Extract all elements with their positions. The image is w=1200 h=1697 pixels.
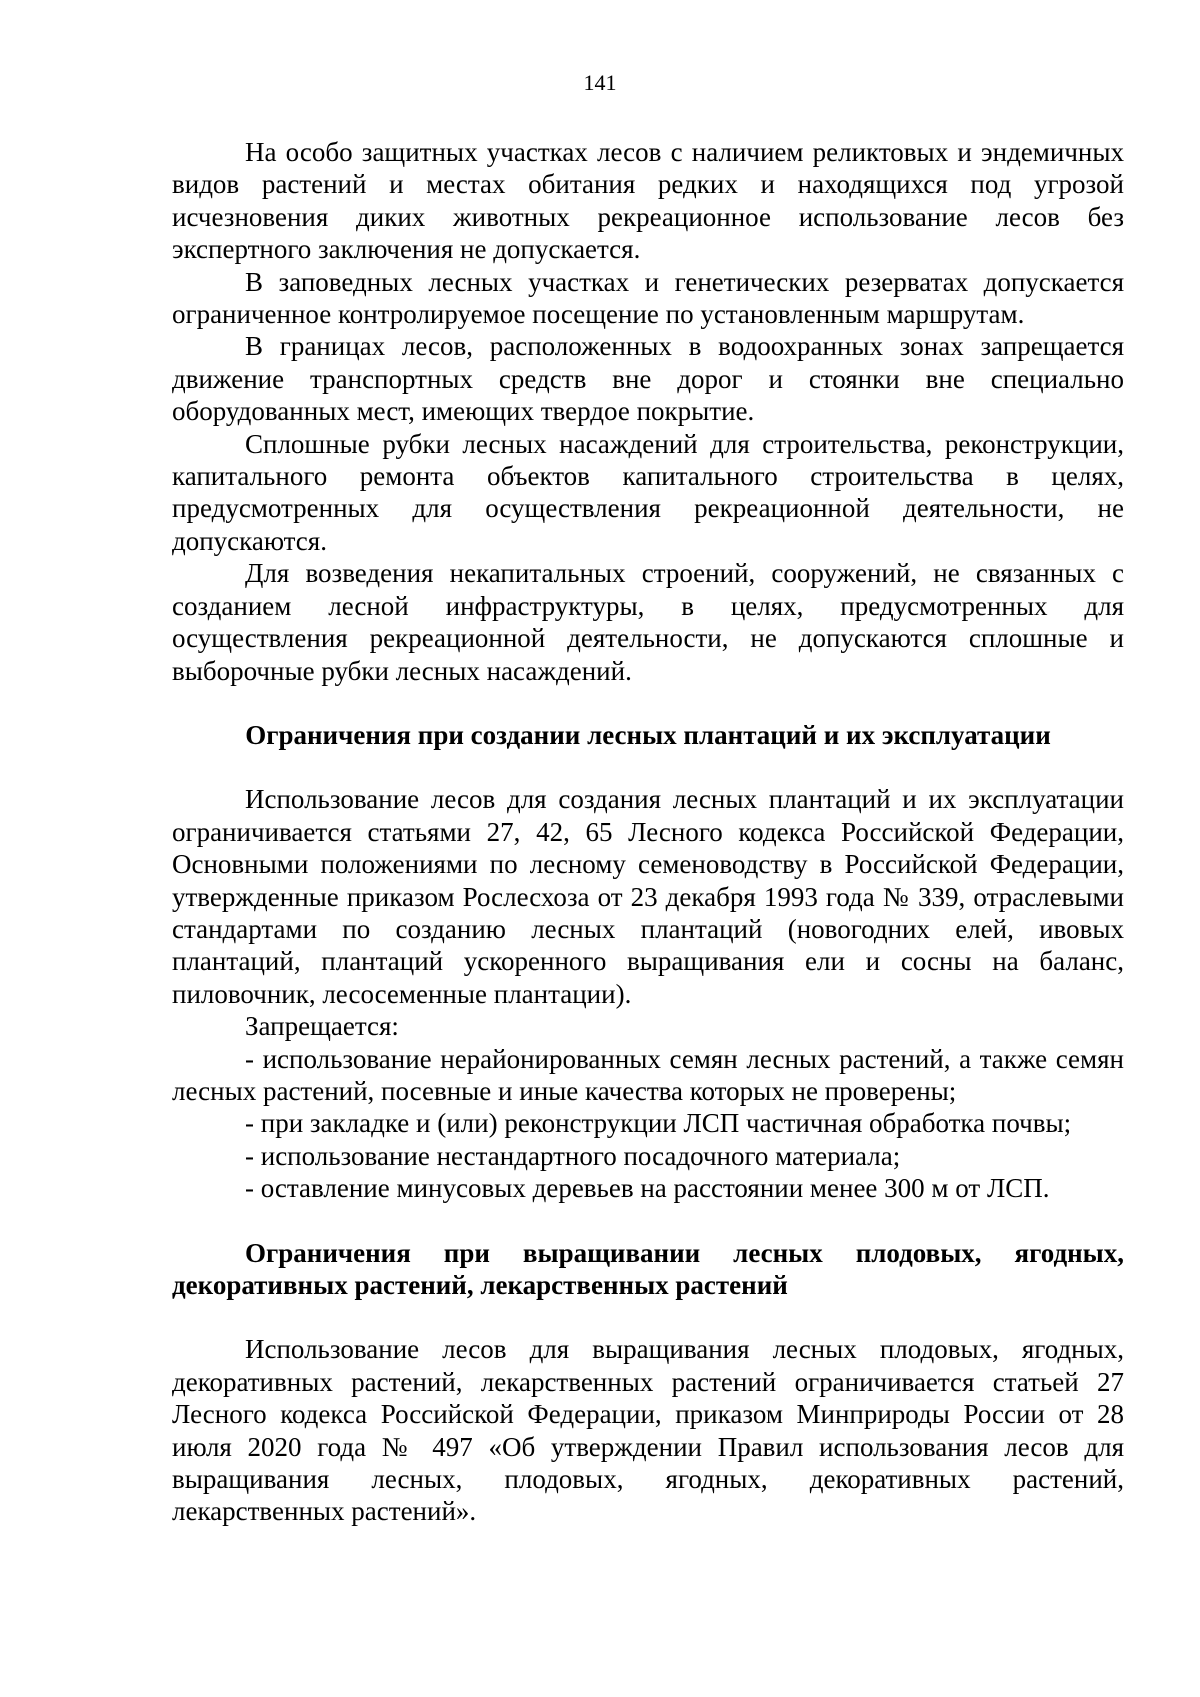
list-item: - оставление минусовых деревьев на расстоянии менее 300 м от ЛСП. (245, 1173, 1050, 1204)
paragraph-relict-species: На особо защитных участках лесов с наличием реликтовых и эндемичных видов растений и местах обитания редких и находящихся под угрозой исчезновения диких животных рекреационное использование лесов без экспертного заключения не допускается. (172, 137, 1124, 265)
paragraph-clear-cutting: Сплошные рубки лесных насаждений для строительства, реконструкции, капитального ремонта объектов капитального строительства в целях, предусмотренных для осуществления рекреационной деятельности, не допускаются. (172, 428, 1124, 556)
list-item: - при закладке и (или) реконструкции ЛСП частичная обработка почвы; (245, 1108, 1072, 1139)
list-item: - использование нерайонированных семян лесных растений, а также семян лесных растений, посевные и иные качества которых не проверены; (172, 1043, 1124, 1106)
document-body (172, 136, 1124, 1528)
section-heading-fruit-plants: Ограничения при выращивании лесных плодовых, ягодных, декоративных растений, лекарственных растений (172, 1237, 1124, 1300)
paragraph-non-capital-structures: Для возведения некапитальных строений, сооружений, не связанных с созданием лесной инфраструктуры, в целях, предусмотренных для осуществления рекреационной деятельности, не допускаются сплошные и выборочные рубки лесных насаждений. (172, 558, 1124, 686)
paragraph-fruit-plants: Использование лесов для выращивания лесных плодовых, ягодных, декоративных растений, лекарственных растений ограничивается статьей 27 Лесного кодекса Российской Федерации, приказом Минприроды России от 28 июля 2020 года № 497 «Об утверждении Правил использования лесов для выращивания лесных, плодовых, ягодных, декоративных растений, лекарственных растений». (172, 1334, 1124, 1527)
prohibited-label: Запрещается: (245, 1011, 399, 1042)
paragraph-water-protection-zones: В границах лесов, расположенных в водоохранных зонах запрещается движение транспортных средств вне дорог и стоянки вне специально оборудованных мест, имеющих твердое покрытие. (172, 331, 1124, 427)
paragraph-reserve-visits: В заповедных лесных участках и генетических резерватах допускается ограниченное контролируемое посещение по установленным маршрутам. (172, 266, 1124, 330)
list-item: - использование нестандартного посадочного материала; (245, 1140, 901, 1171)
page-number: 141 (583, 70, 617, 95)
section-heading-plantations: Ограничения при создании лесных плантаций и их эксплуатации (245, 719, 1051, 750)
paragraph-plantations-intro: Использование лесов для создания лесных плантаций и их эксплуатации ограничивается статьями 27, 42, 65 Лесного кодекса Российской Федерации, Основными положениями по лесному семеноводству в Российской Федерации, утвержденные приказом Рослесхоза от 23 декабря 1993 года № 339, отраслевыми стандартами по созданию лесных плантаций (новогодних елей, ивовых плантаций, плантаций ускоренного выращивания ели и сосны на баланс, пиловочник, лесосеменные плантации). (172, 784, 1124, 1009)
